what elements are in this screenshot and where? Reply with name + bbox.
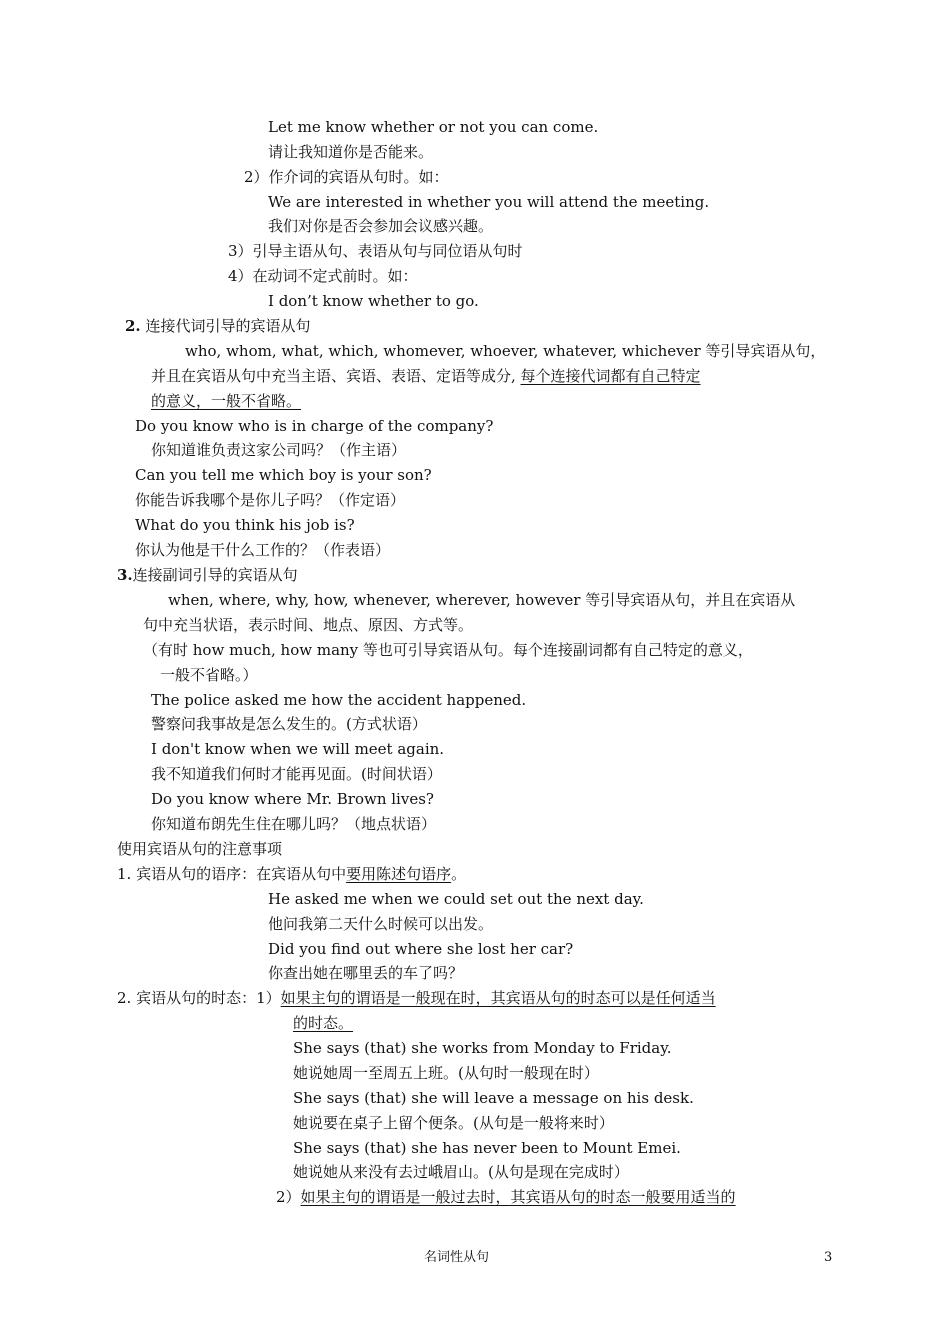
example-translation: 你查出她在哪里丢的车了吗？ [268, 964, 464, 982]
section-title: 连接代词引导的宾语从句 [145, 317, 311, 335]
underlined-text: 的时态。 [293, 1014, 354, 1032]
paragraph-line: 句中充当状语，表示时间、地点、原因、方式等。 [143, 616, 474, 634]
list-item: 2）作介词的宾语从句时。如： [244, 168, 449, 186]
paragraph-line [117, 988, 716, 1008]
example-sentence: Do you know where Mr. Brown lives? [151, 790, 434, 808]
paragraph-text: 并且在宾语从句中充当主语、宾语、表语、定语等成分, [151, 367, 521, 385]
example-sentence: The police asked me how the accident happened. [151, 691, 527, 709]
example-sentence: She says (that) she will leave a message on his desk. [293, 1089, 694, 1107]
paragraph-text: 1. 宾语从句的语序：在宾语从句中 [117, 865, 347, 883]
example-translation: 你知道谁负责这家公司吗？（作主语） [151, 441, 407, 459]
section-heading: 使用宾语从句的注意事项 [117, 840, 283, 858]
paragraph-line [276, 1187, 736, 1207]
example-sentence: He asked me when we could set out the next day. [268, 890, 644, 908]
example-sentence: Did you find out where she lost her car? [268, 940, 574, 958]
section-title: 连接副词引导的宾语从句 [132, 566, 298, 584]
paragraph-text: 。 [451, 865, 467, 883]
paragraph-line [151, 366, 701, 386]
paragraph-text: 2） [276, 1188, 301, 1206]
paragraph-line: 一般不省略。） [160, 666, 258, 684]
paragraph-line: （有时 how much, how many 等也可引导宾语从句。每个连接副词都有自己特定的意义， [143, 641, 753, 659]
example-translation: 我们对你是否会参加会议感兴趣。 [268, 217, 494, 235]
example-sentence: She says (that) she works from Monday to Friday. [293, 1039, 672, 1057]
example-translation: 她说要在桌子上留个便条。(从句是一般将来时） [293, 1114, 614, 1132]
example-sentence: I don't know when we will meet again. [151, 740, 445, 758]
example-translation: 你认为他是干什么工作的？（作表语） [135, 541, 391, 559]
example-sentence: We are interested in whether you will attend the meeting. [268, 193, 710, 211]
example-sentence: Can you tell me which boy is your son? [135, 466, 432, 484]
section-heading [117, 565, 298, 585]
underlined-text: 如果主句的谓语是一般过去时，其宾语从句的时态一般要用适当的 [300, 1188, 736, 1206]
paragraph-text: 2. 宾语从句的时态：1） [117, 989, 281, 1007]
paragraph-line: who, whom, what, which, whomever, whoever, whatever, whichever 等引导宾语从句， [185, 342, 826, 360]
section-heading [125, 316, 310, 336]
example-translation: 你能告诉我哪个是你儿子吗？（作定语） [135, 491, 406, 509]
paragraph-line [117, 864, 466, 884]
example-translation: 我不知道我们何时才能再见面。(时间状语） [151, 765, 442, 783]
underlined-text: 的意义，一般不省略。 [151, 392, 302, 410]
list-item: 4）在动词不定式前时。如： [228, 267, 418, 285]
example-sentence: What do you think his job is? [135, 516, 355, 534]
example-sentence: Let me know whether or not you can come. [268, 118, 599, 136]
underlined-text: 每个连接代词都有自己特定 [520, 367, 701, 385]
paragraph-line: when, where, why, how, whenever, wherever, however 等引导宾语从句，并且在宾语从 [168, 591, 796, 609]
footer-title: 名词性从句 [424, 1250, 490, 1265]
example-translation: 她说她周一至周五上班。(从句时一般现在时） [293, 1064, 599, 1082]
example-sentence: I don’t know whether to go. [268, 292, 479, 310]
example-translation: 他问我第二天什么时候可以出发。 [268, 915, 494, 933]
example-translation: 她说她从来没有去过峨眉山。(从句是现在完成时） [293, 1163, 629, 1181]
example-sentence: She says (that) she has never been to Mount Emei. [293, 1139, 681, 1157]
underlined-text: 如果主句的谓语是一般现在时，其宾语从句的时态可以是任何适当 [280, 989, 716, 1007]
example-translation: 警察问我事故是怎么发生的。(方式状语） [151, 715, 427, 733]
underlined-text: 要用陈述句语序 [346, 865, 452, 883]
section-number: 3. [117, 566, 133, 584]
example-translation: 请让我知道你是否能来。 [268, 143, 434, 161]
section-number: 2. [125, 317, 141, 335]
example-translation: 你知道布朗先生住在哪儿吗？（地点状语） [151, 815, 437, 833]
page-number: 3 [824, 1250, 833, 1265]
example-sentence: Do you know who is in charge of the company? [135, 417, 494, 435]
list-item: 3）引导主语从句、表语从句与同位语从句时 [228, 242, 523, 260]
